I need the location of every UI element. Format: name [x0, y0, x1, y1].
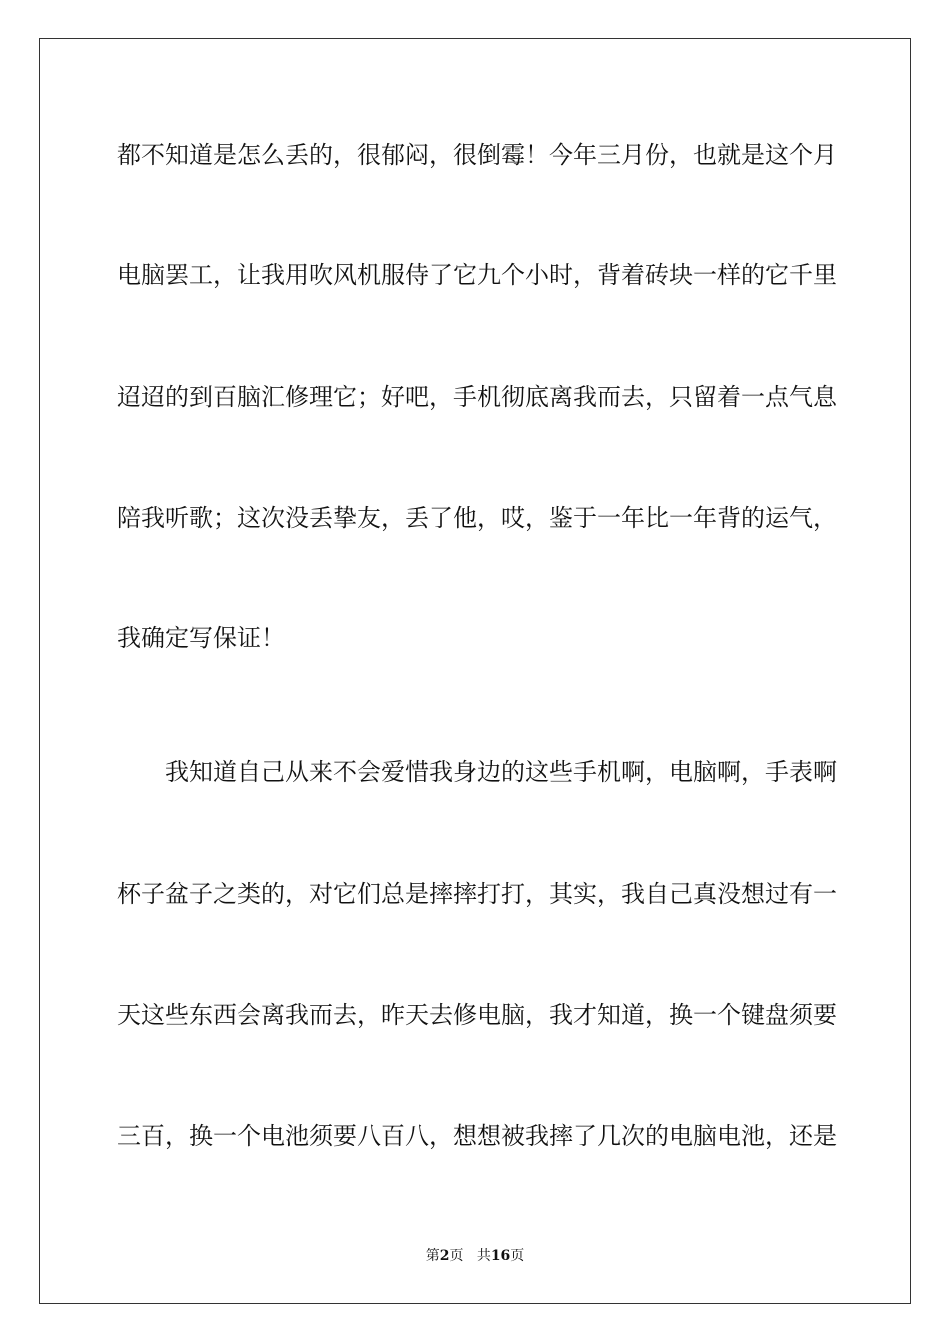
text-line: 陪我听歌；这次没丢挚友，丢了他，哎，鉴于一年比一年背的运气， — [117, 504, 837, 532]
text-line: 电脑罢工，让我用吹风机服侍了它九个小时，背着砖块一样的它千里 — [117, 261, 837, 289]
footer-total-pages: 16 — [490, 1248, 511, 1264]
footer-page-prefix: 第 — [425, 1248, 440, 1264]
text-line: 三百，换一个电池须要八百八，想想被我摔了几次的电脑电池，还是 — [117, 1122, 837, 1150]
text-line: 都不知道是怎么丢的，很郁闷，很倒霉！今年三月份，也就是这个月 — [117, 141, 837, 169]
text-line: 天这些东西会离我而去，昨天去修电脑，我才知道，换一个键盘须要 — [117, 1001, 837, 1029]
footer-page-number: 2 — [439, 1248, 450, 1264]
text-line: 我知道自己从来不会爱惜我身边的这些手机啊，电脑啊，手表啊 — [165, 758, 837, 786]
text-line: 杯子盆子之类的，对它们总是摔摔打打，其实，我自己真没想过有一 — [117, 880, 837, 908]
page-frame — [39, 38, 911, 1304]
footer-total-suffix: 页 — [510, 1248, 525, 1264]
page-footer — [0, 1247, 950, 1265]
footer-total-prefix: 共 — [476, 1248, 491, 1264]
footer-page-suffix: 页 — [449, 1248, 464, 1264]
text-line: 我确定写保证！ — [117, 624, 285, 652]
text-line: 迢迢的到百脑汇修理它；好吧，手机彻底离我而去，只留着一点气息 — [117, 383, 837, 411]
